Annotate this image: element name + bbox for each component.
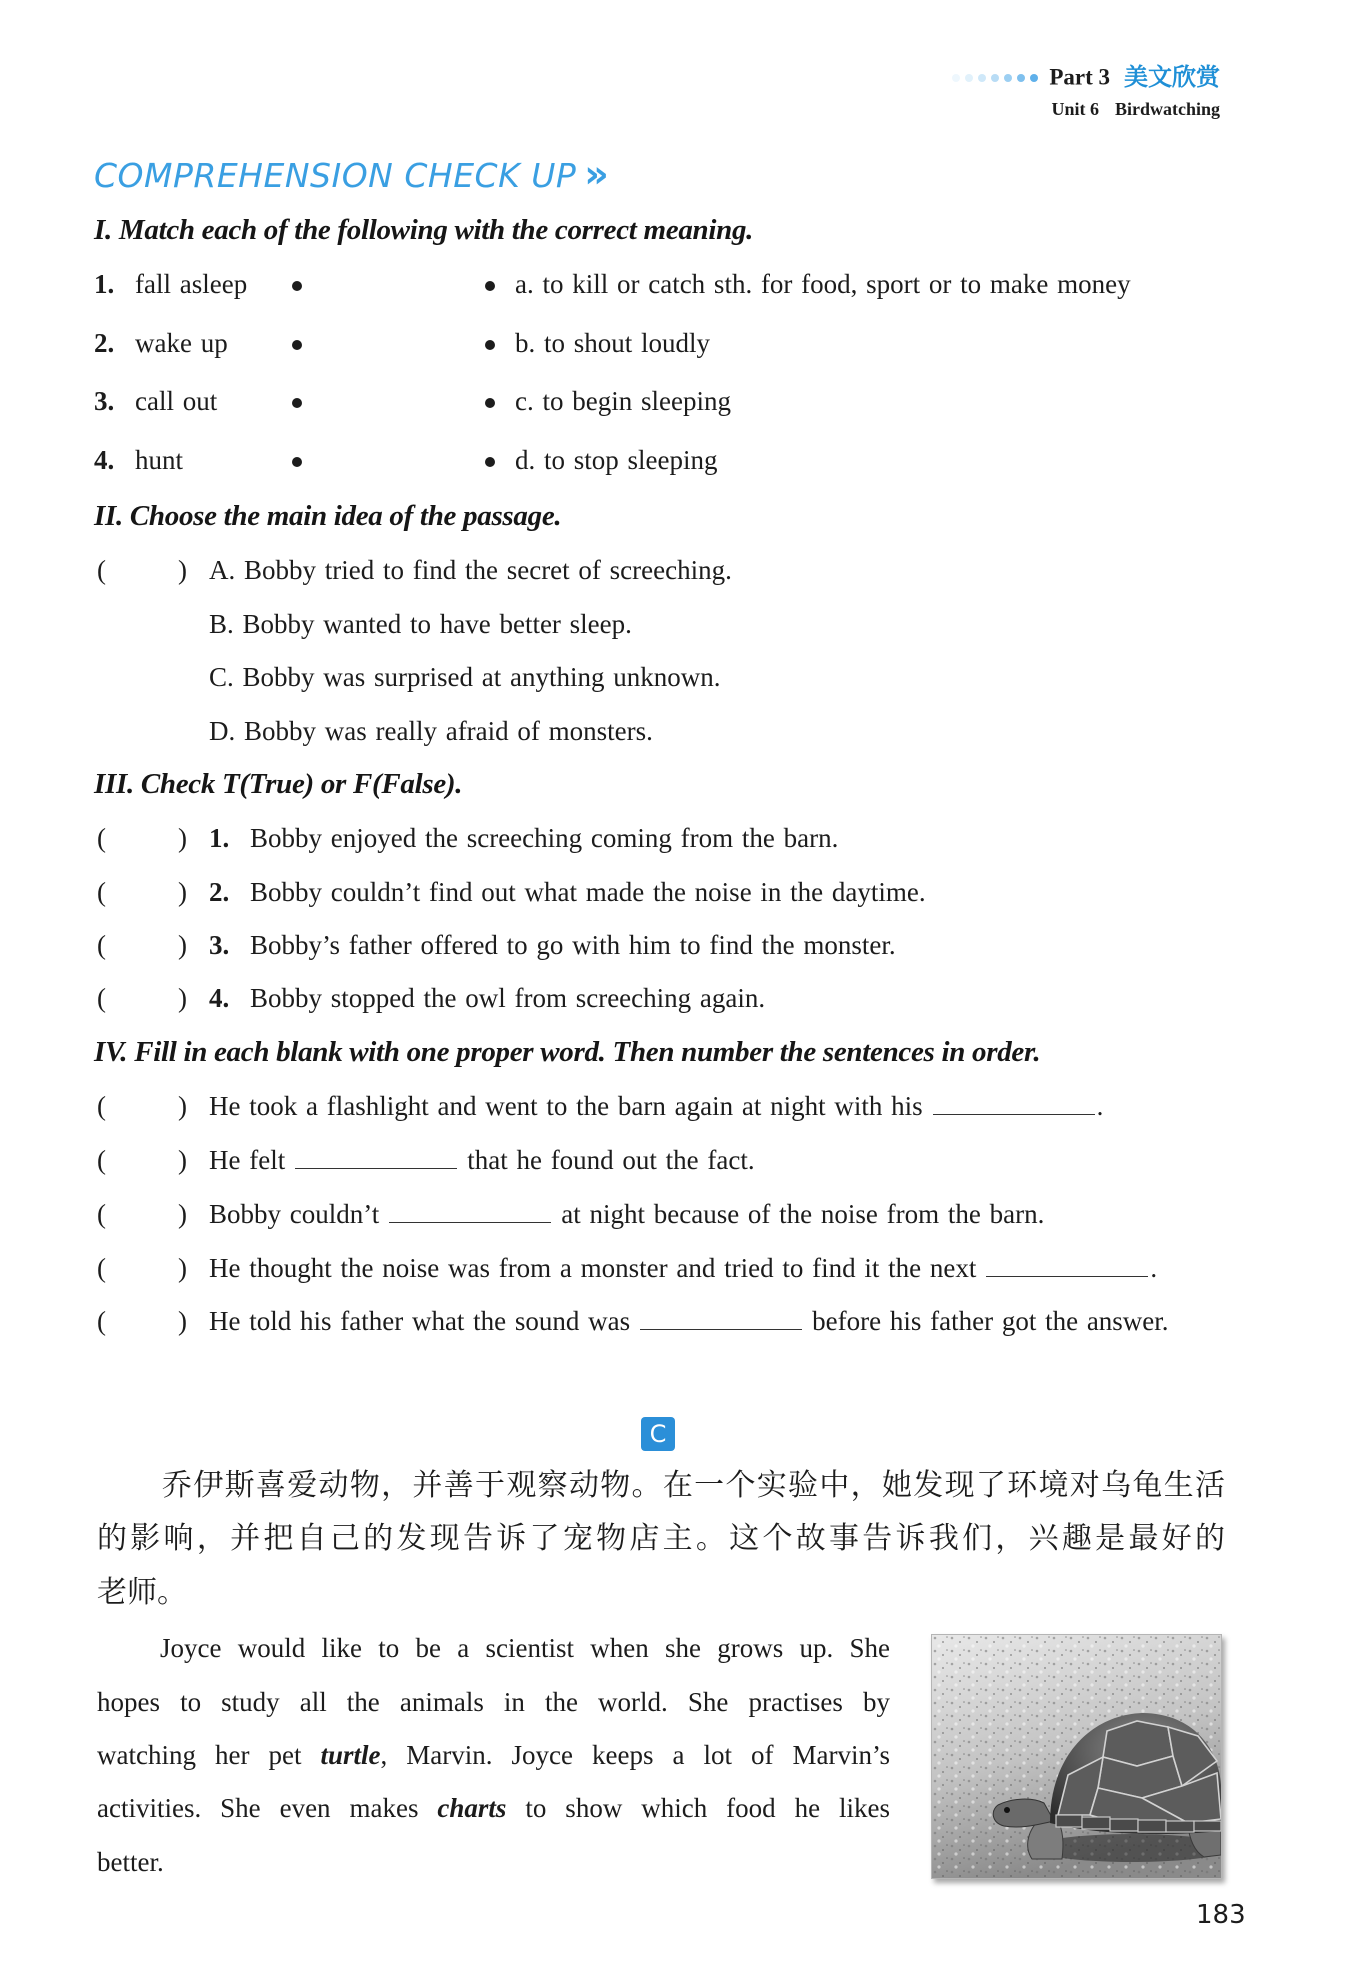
page-number: 183 [1196,1900,1246,1930]
header-unit-title: Birdwatching [1114,99,1220,119]
order-row [0,1250,1350,1286]
order-sentence [209,1303,1169,1339]
match-meaning-text: to kill or catch sth. for food, sport or to make money [542,269,1131,299]
answer-bracket-close: ) [178,1306,187,1336]
header-unit-line [952,96,1220,122]
match-meaning-text: to stop sleeping [544,445,718,475]
true-false-row [0,980,1350,1016]
passage-text: watching her pet [97,1740,302,1770]
statement-number: 2. [209,877,230,907]
sentence-after: before his father got the answer. [812,1306,1169,1336]
exercise-1-heading: I. Match each of the following with the correct meaning. [94,214,754,246]
answer-bracket-open: ( [97,983,106,1013]
order-sentence [209,1142,755,1178]
sentence-after: . [1096,1091,1104,1121]
header-part: Part 3 [1049,64,1110,90]
passage-line: Joyce would like to be a scientist when she grows up. She [160,1633,890,1663]
answer-bracket-close: ) [178,930,187,960]
passage-line [97,1737,890,1773]
right-bullet-icon [485,398,495,408]
keyword: charts [437,1793,507,1823]
option [209,713,653,749]
answer-bracket-open: ( [97,1253,106,1283]
page-header [952,60,1220,122]
answer-bracket-open: ( [97,1145,106,1175]
statement-number: 4. [209,983,230,1013]
match-phrase: wake up [135,328,228,358]
answer-bracket-close: ) [178,1199,187,1229]
option-letter: B. [209,609,234,639]
answer-bracket-close: ) [178,823,187,853]
passage-line [97,1790,890,1826]
left-bullet-icon [292,457,302,467]
fill-in-blank [640,1305,802,1330]
double-chevron-icon: » [584,152,610,196]
fill-in-blank [933,1090,1095,1115]
match-number: 4. [94,445,115,475]
keyword: turtle [320,1740,381,1770]
option-row [0,659,1350,695]
match-meaning [515,266,1131,302]
statement-text: Bobby’s father offered to go with him to find the monster. [250,930,896,960]
sentence-before: He thought the noise was from a monster and tried to find it the next [209,1253,977,1283]
match-phrase: call out [135,386,218,416]
option-row [0,552,1350,588]
option-letter: A. [209,555,236,585]
option-text: Bobby was surprised at anything unknown. [242,662,721,692]
match-row [0,383,1350,419]
option-letter: C. [209,662,234,692]
option [209,552,732,588]
option-text: Bobby was really afraid of monsters. [244,716,653,746]
order-row [0,1196,1350,1232]
section-title-text: COMPREHENSION CHECK UP [94,156,577,195]
passage-text: to show which food he likes [525,1793,890,1823]
fill-in-blank [295,1144,457,1169]
match-number: 1. [94,269,115,299]
match-letter: b. [515,328,536,358]
sentence-after: at night because of the noise from the barn. [561,1199,1045,1229]
option-text: Bobby wanted to have better sleep. [242,609,632,639]
true-false-row [0,820,1350,856]
header-unit: Unit 6 [1051,99,1099,119]
statement-text: Bobby enjoyed the screeching coming from the barn. [250,823,839,853]
option [209,606,632,642]
right-bullet-icon [485,281,495,291]
fill-in-blank [389,1198,551,1223]
turtle-photo [931,1634,1222,1879]
turtle-eye [1004,1807,1010,1813]
dot [1030,74,1038,82]
match-letter: d. [515,445,536,475]
dot [1004,74,1012,82]
answer-bracket-open: ( [97,1306,106,1336]
answer-bracket-close: ) [178,1253,187,1283]
order-row [0,1142,1350,1178]
match-row [0,442,1350,478]
summary-line: 的影响，并把自己的发现告诉了宠物店主。这个故事告诉我们，兴趣是最好的 [97,1521,1225,1556]
exercise-3-heading: III. Check T(True) or F(False). [94,768,463,800]
passage-text: , Marvin. Joyce keeps a lot of Marvin’s [380,1740,891,1770]
sentence-before: Bobby couldn’t [209,1199,380,1229]
order-sentence [209,1196,1044,1232]
answer-bracket-close: ) [178,1145,187,1175]
answer-bracket-close: ) [178,555,187,585]
exercise-2-heading: II. Choose the main idea of the passage. [94,500,562,532]
answer-bracket-close: ) [178,877,187,907]
match-row [0,266,1350,302]
dot [952,74,960,82]
match-phrase: fall asleep [135,269,248,299]
match-row [0,325,1350,361]
statement-number: 1. [209,823,230,853]
match-meaning [515,383,731,419]
option [209,659,720,695]
order-row [0,1088,1350,1124]
header-part-title: 美文欣赏 [1124,63,1220,92]
option-row [0,606,1350,642]
exercise-4-heading: IV. Fill in each blank with one proper word. Then number the sentences in order. [94,1036,1041,1068]
match-meaning [515,325,710,361]
match-number: 2. [94,328,115,358]
option-text: Bobby tried to find the secret of screeching. [244,555,732,585]
answer-bracket-close: ) [178,1091,187,1121]
answer-bracket-open: ( [97,1199,106,1229]
dot [1017,74,1025,82]
answer-bracket-open: ( [97,877,106,907]
option-letter: D. [209,716,236,746]
order-row [0,1303,1350,1339]
option-row [0,713,1350,749]
statement-text: Bobby stopped the owl from screeching again. [250,983,766,1013]
match-letter: a. [515,269,534,299]
true-false-row [0,874,1350,910]
answer-bracket-open: ( [97,1091,106,1121]
order-sentence [209,1088,1103,1124]
sentence-after: that he found out the fact. [467,1145,755,1175]
match-number: 3. [94,386,115,416]
section-title [94,152,609,196]
sentence-before: He took a flashlight and went to the barn again at night with his [209,1091,923,1121]
match-meaning [515,442,718,478]
fill-in-blank [986,1252,1148,1277]
decorative-dots-icon [952,60,1043,94]
dot [991,74,999,82]
summary-line: 老师。 [97,1575,187,1610]
match-meaning-text: to shout loudly [544,328,711,358]
header-part-line [952,60,1220,94]
answer-bracket-close: ) [178,983,187,1013]
true-false-row [0,927,1350,963]
answer-bracket-open: ( [97,823,106,853]
section-c-badge: C [641,1417,675,1451]
sentence-after: . [1150,1253,1158,1283]
turtle-photo-icon [932,1635,1221,1878]
dot [965,74,973,82]
left-bullet-icon [292,340,302,350]
match-phrase: hunt [135,445,184,475]
sentence-before: He told his father what the sound was [209,1306,631,1336]
right-bullet-icon [485,457,495,467]
right-bullet-icon [485,340,495,350]
summary-line: 乔伊斯喜爱动物，并善于观察动物。在一个实验中，她发现了环境对乌龟生活 [162,1468,1225,1503]
sentence-before: He felt [209,1145,286,1175]
answer-bracket-open: ( [97,930,106,960]
answer-bracket-open: ( [97,555,106,585]
order-sentence [209,1250,1157,1286]
passage-text: activities. She even makes [97,1793,419,1823]
dot [978,74,986,82]
passage-line: hopes to study all the animals in the world. She practises by [97,1687,890,1717]
left-bullet-icon [292,281,302,291]
left-bullet-icon [292,398,302,408]
passage-line: better. [97,1847,164,1877]
match-meaning-text: to begin sleeping [542,386,731,416]
statement-text: Bobby couldn’t find out what made the noise in the daytime. [250,877,926,907]
match-letter: c. [515,386,534,416]
statement-number: 3. [209,930,230,960]
